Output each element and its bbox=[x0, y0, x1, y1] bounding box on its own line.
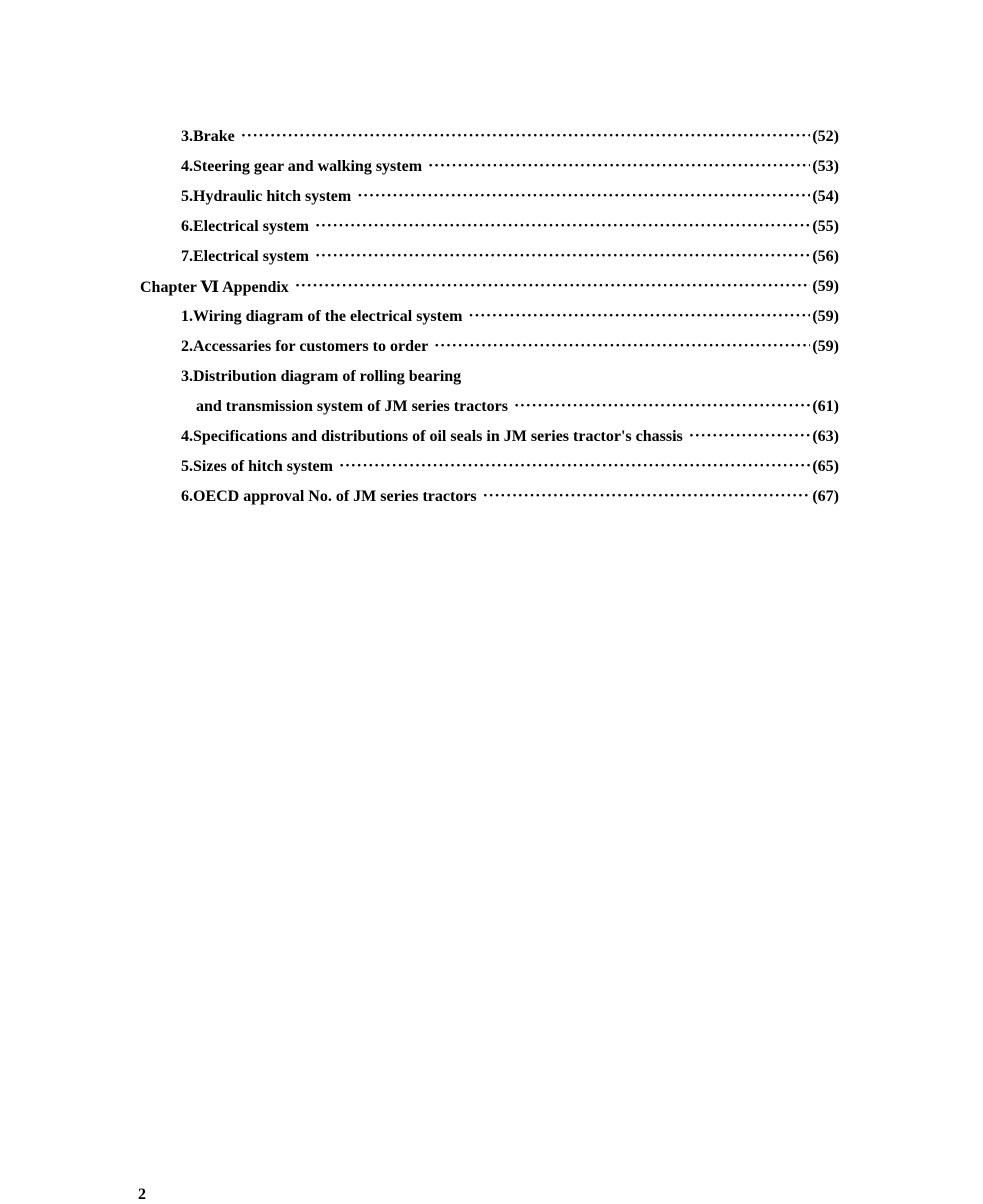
toc-entry-page: (54) bbox=[812, 188, 839, 205]
dot-leader bbox=[434, 332, 810, 362]
toc-entry-continuation bbox=[196, 392, 839, 422]
dot-leader bbox=[295, 272, 811, 302]
toc-entry-title: 7.Electrical system bbox=[181, 248, 309, 265]
toc-entry bbox=[181, 332, 839, 362]
toc-entry-page: (67) bbox=[812, 488, 839, 505]
toc-entry-title: 6.Electrical system bbox=[181, 218, 309, 235]
toc-entry-page: (63) bbox=[812, 428, 839, 445]
toc-entry-title: 3.Distribution diagram of rolling bearing bbox=[181, 368, 462, 385]
dot-leader bbox=[483, 482, 811, 512]
toc-entry bbox=[181, 152, 839, 182]
toc-entry bbox=[181, 482, 839, 512]
toc-entry bbox=[181, 122, 839, 152]
toc-entry-page: (56) bbox=[812, 248, 839, 265]
toc-entry-page: (52) bbox=[812, 128, 839, 145]
toc-entry-title: 4.Steering gear and walking system bbox=[181, 158, 423, 175]
toc-entry-title: 5.Sizes of hitch system bbox=[181, 458, 333, 475]
toc-entry bbox=[181, 302, 839, 332]
toc-chapter-title: Chapter Ⅵ Appendix bbox=[140, 279, 289, 296]
toc-entry-title: 2.Accessaries for customers to order bbox=[181, 338, 429, 355]
toc-entry-page: (53) bbox=[812, 158, 839, 175]
dot-leader bbox=[315, 212, 810, 242]
dot-leader bbox=[514, 392, 810, 422]
toc-entry-title: 6.OECD approval No. of JM series tractors bbox=[181, 488, 477, 505]
toc-entry bbox=[181, 242, 839, 272]
toc-entry-page: (65) bbox=[812, 458, 839, 475]
toc-entry bbox=[181, 212, 839, 242]
toc-entry-page: (61) bbox=[812, 398, 839, 415]
toc-entry-title: and transmission system of JM series tractors bbox=[196, 398, 508, 415]
toc-entry-page: (59) bbox=[812, 278, 839, 295]
toc-entry-page: (55) bbox=[812, 218, 839, 235]
dot-leader bbox=[357, 182, 810, 212]
toc-entry-title: 5.Hydraulic hitch system bbox=[181, 188, 352, 205]
dot-leader bbox=[241, 122, 811, 152]
toc-entry-title: 1.Wiring diagram of the electrical system bbox=[181, 308, 463, 325]
toc-entry-title: 4.Specifications and distributions of oil seals in JM series tractor's chassis bbox=[181, 428, 683, 445]
toc-entry bbox=[181, 182, 839, 212]
toc-entry bbox=[181, 422, 839, 452]
toc-entry bbox=[181, 362, 839, 392]
dot-leader bbox=[689, 422, 811, 452]
dot-leader bbox=[428, 152, 810, 182]
toc-entry bbox=[181, 452, 839, 482]
dot-leader bbox=[468, 302, 810, 332]
toc-chapter-entry bbox=[140, 272, 839, 302]
page-number: 2 bbox=[138, 1186, 146, 1203]
toc-entry-page: (59) bbox=[812, 338, 839, 355]
toc-entry-title: 3.Brake bbox=[181, 128, 235, 145]
dot-leader bbox=[315, 242, 810, 272]
toc-entry-page: (59) bbox=[812, 308, 839, 325]
dot-leader bbox=[339, 452, 810, 482]
